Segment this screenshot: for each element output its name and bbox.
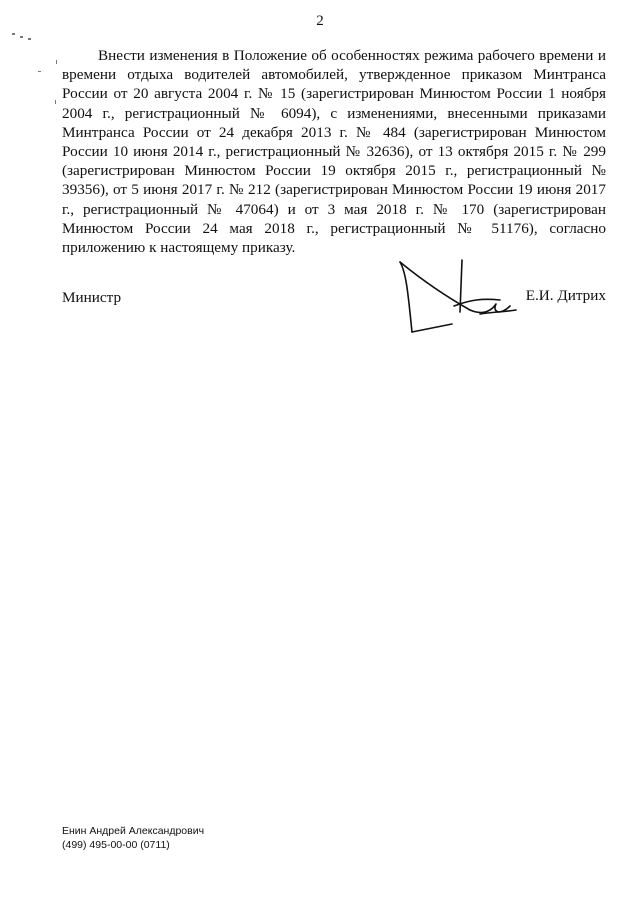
signature-block (62, 252, 606, 342)
contact-info (62, 824, 204, 852)
scan-artifact (12, 33, 15, 35)
contact-phone: (499) 495-00-00 (0711) (62, 839, 170, 851)
page-number: 2 (316, 13, 324, 29)
signer-title: Министр (62, 289, 122, 306)
scan-artifact (28, 38, 31, 40)
scan-artifact (38, 71, 41, 72)
scan-artifact (56, 60, 57, 64)
scan-artifact (20, 36, 23, 38)
scan-artifact (55, 100, 56, 104)
signer-name: Е.И. Дитрих (525, 287, 606, 304)
order-body-paragraph: Внести изменения в Положение об особенностях режима рабочего времени и времени отдыха водителей автомобилей, утвержденное приказом Минтранса России от 20 августа 2004 г. № 15 (зарегистрирован Минюстом России 1 ноября 2004 г., регистрационный № 6094), с изменениями, внесенными приказами Минтранса России от 24 декабря 2013 г. № 484 (зарегистрирован Минюстом России 10 июня 2014 г., регистрационный № 32636), от 13 октября 2015 г. № 299 (зарегистрирован Минюстом России 19 октября 2015 г., регистрационный № 39356), от 5 июня 2017 г. № 212 (зарегистрирован Минюстом России 19 июня 2017 г., регистрационный № 47064) и от 3 мая 2018 г. № 170 (зарегистрирован Минюстом России 24 мая 2018 г., регистрационный № 51176), согласно приложению к настоящему приказу. (62, 47, 606, 257)
contact-name: Енин Андрей Александрович (62, 825, 205, 837)
